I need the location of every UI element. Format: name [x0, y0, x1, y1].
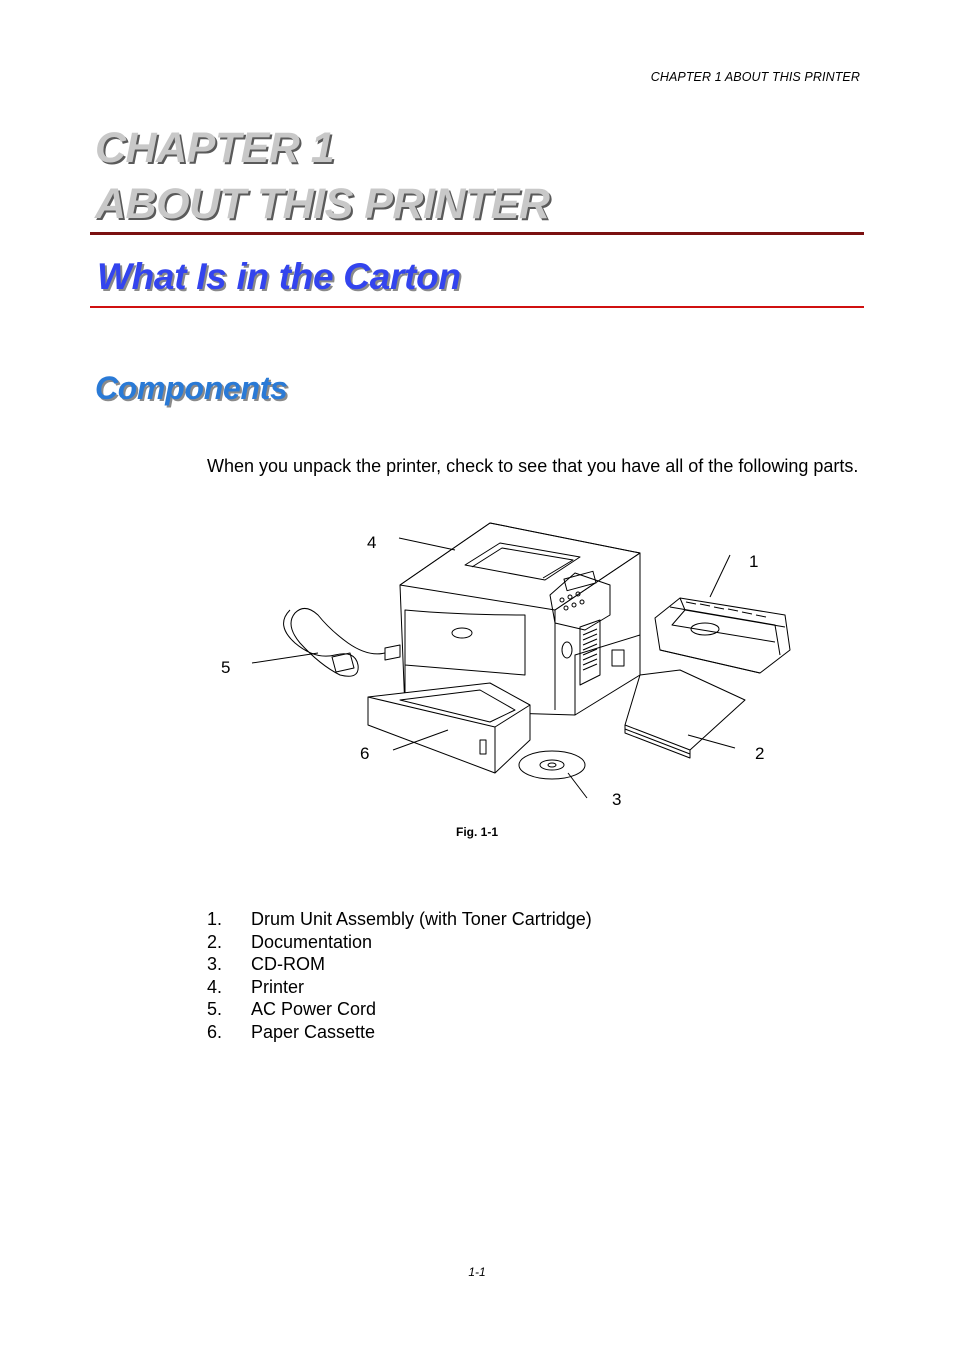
power-cord-drawing	[284, 608, 400, 676]
chapter-title-line1: CHAPTER 1	[95, 124, 335, 172]
list-item: 2. Documentation	[207, 931, 373, 952]
subsection-title: Components	[95, 370, 288, 406]
printer-drawing	[400, 523, 640, 715]
leader-line-4	[399, 538, 455, 550]
leader-line-3	[568, 773, 587, 798]
callout-2: 2	[755, 744, 765, 763]
section-title: What Is in the Carton	[97, 256, 461, 297]
page-number: 1-1	[468, 1265, 486, 1279]
paper-cassette-drawing	[368, 683, 530, 773]
chapter-title-line2: ABOUT THIS PRINTER	[95, 180, 550, 228]
list-item: 1. Drum Unit Assembly (with Toner Cartridge)	[207, 909, 592, 929]
drum-unit-drawing	[655, 598, 790, 673]
callout-5: 5	[221, 658, 231, 677]
callout-4: 4	[367, 533, 377, 552]
callout-6: 6	[360, 744, 370, 763]
documentation-drawing	[625, 670, 745, 758]
running-header: CHAPTER 1 ABOUT THIS PRINTER	[650, 70, 860, 84]
callout-1: 1	[749, 552, 759, 571]
leader-line-1	[710, 555, 730, 597]
list-item: 5. AC Power Cord	[207, 999, 377, 1020]
list-item: 3. CD-ROM	[207, 954, 325, 975]
components-figure	[200, 515, 800, 815]
figure-caption: Fig. 1-1	[455, 825, 498, 839]
cd-rom-drawing	[519, 751, 585, 779]
intro-paragraph: When you unpack the printer, check to see that you have all of the following parts.	[207, 456, 859, 476]
list-item: 6. Paper Cassette	[207, 1021, 376, 1042]
chapter-rule	[90, 232, 864, 235]
callout-3: 3	[612, 790, 622, 809]
list-item: 4. Printer	[207, 976, 305, 997]
chapter-title	[95, 120, 549, 232]
parts-list	[207, 908, 592, 1044]
leader-line-5	[252, 653, 318, 663]
section-rule	[90, 306, 864, 308]
components-illustration	[200, 515, 800, 815]
